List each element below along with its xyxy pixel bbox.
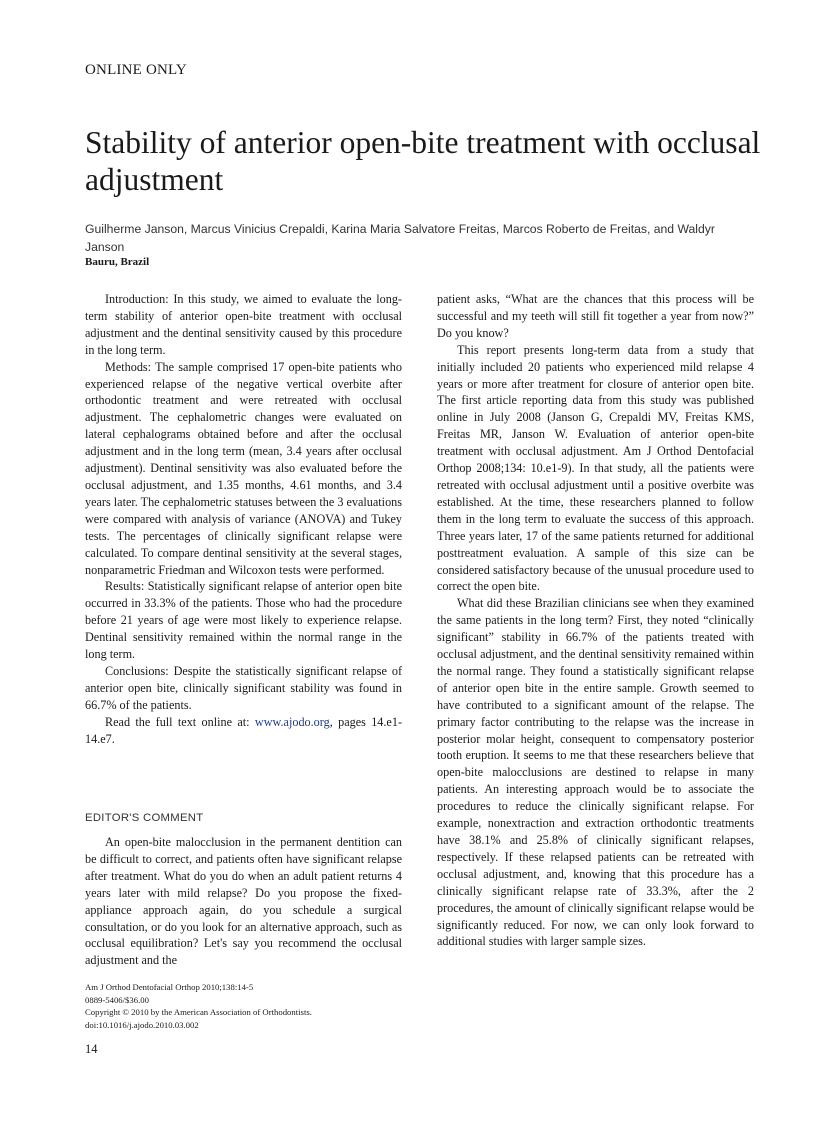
read-prefix: Read the full text online at: bbox=[105, 714, 255, 729]
read-suffix: , pages 14.e1-14.e7. bbox=[85, 714, 402, 746]
abstract-conclusions: Conclusions: Despite the statistically significant relapse of anterior open bite, clinically significant stability was found in 66.7% of the patients. bbox=[85, 663, 402, 712]
section-label: ONLINE ONLY bbox=[85, 62, 187, 78]
abstract-results: Results: Statistically significant relapse of anterior open bite occurred in 33.3% of the patients. Those who had the procedure before 21 years of age were most likely to experience relapse. Dentinal sensitivity remained within the normal range in the long term. bbox=[85, 579, 402, 662]
editors-comment-heading: EDITOR'S COMMENT bbox=[85, 812, 204, 824]
author-list: Guilherme Janson, Marcus Vinicius Crepaldi, Karina Maria Salvatore Freitas, Marcos Roberto de Freitas, and Waldyr Janson bbox=[85, 222, 715, 254]
affiliation: Bauru, Brazil bbox=[85, 256, 150, 268]
citation: Am J Orthod Dentofacial Orthop 2010;138:14-5 bbox=[85, 982, 254, 992]
abstract-methods: Methods: The sample comprised 17 open-bite patients who experienced relapse of the negative vertical overbite after orthodontic treatment and were retreated with occlusal adjustment. The cephalometric changes were evaluated on lateral cephalograms obtained before and after the occlusal adjustment and in the long term (mean, 3.4 years after occlusal adjustment). Dentinal sensitivity was also evaluated before the occlusal adjustment, and 1.35 months, 4.61 months, and 3.4 years later. The cephalometric statuses between the 3 evaluations were compared with analysis of variance (ANOVA) and Tukey tests. The percentages of clinically significant relapse were calculated. To compare dentinal sensitivity at the several stages, nonparametric Friedman and Wilcoxon tests were performed. bbox=[85, 359, 402, 577]
editors-comment-paragraph: What did these Brazilian clinicians see when they examined the same patients in the long term? First, they noted “clinically significant” stability in 66.7% of the patients treated with occlusal adjustment, and the dentinal sensitivity remained within the normal range. They found a statistically significant relapse of anterior open bite in the entire sample. Growth seemed to have contributed to a significant amount of the relapse. The primary factor contributing to the relapse was the increase in posterior molar height, consequent to compensatory posterior tooth eruption. It seems to me that these researchers believe that open-bite malocclusions are destined to relapse in many patients. An interesting approach would be to associate the procedures to reduce the clinically significant relapse. For example, nonextraction and extraction orthodontic treatments have 38.1% and 25.8% of clinically significant relapses, respectively. If these relapsed patients can be retreated with occlusal adjustment, and, knowing that this procedure has a clinically significant relapse rate of 33.3%, after the 2 procedures, the amount of clinically significant relapse would be significantly reduced. For now, we can only look forward to additional studies with larger sample sizes. bbox=[437, 596, 754, 949]
editors-comment-paragraph: patient asks, “What are the chances that this process will be successful and my teeth will still fit together a year from now?” Do you know? bbox=[437, 292, 754, 340]
journal-code: 0889-5406/$36.00 bbox=[85, 994, 149, 1005]
publication-footer bbox=[85, 981, 385, 1032]
editors-comment-left-column bbox=[85, 834, 402, 969]
journal-link[interactable]: www.ajodo.org bbox=[254, 714, 330, 729]
editors-comment-paragraph: An open-bite malocclusion in the permanent dentition can be difficult to correct, and patients often have significant relapse after treatment. What do you do when an adult patient returns 4 years later with mild relapse? Do you propose the fixed-appliance approach again, do you schedule a surgical consultation, or do you look for an alternative approach, such as occlusal equilibration? Let's say you recommend the occlusal adjustment and the bbox=[85, 835, 402, 968]
abstract-column bbox=[85, 291, 402, 747]
article-title: Stability of anterior open-bite treatment with occlusal adjustment bbox=[85, 125, 761, 197]
abstract-introduction: Introduction: In this study, we aimed to evaluate the long-term stability of anterior open-bite treatment with occlusal adjustment and the dentinal sensitivity caused by this procedure in the long term. bbox=[85, 292, 402, 357]
doi: doi:10.1016/j.ajodo.2010.03.002 bbox=[85, 1020, 199, 1031]
editors-comment-right-column bbox=[437, 291, 754, 950]
read-full-text bbox=[85, 714, 402, 748]
page-number: 14 bbox=[85, 1042, 98, 1056]
copyright: Copyright © 2010 by the American Association of Orthodontists. bbox=[85, 1007, 312, 1018]
editors-comment-paragraph: This report presents long-term data from a study that initially included 20 patients who experienced mild relapse 4 years or more after treatment for closure of anterior open bite. The first article reporting data from this study was published online in July 2008 (Janson G, Crepaldi MV, Freitas KMS, Freitas MR, Janson W. Evaluation of anterior open-bite treatment with occlusal adjustment. Am J Orthod Dentofacial Orthop 2008;134: 10.e1-9). In that study, all the patients were retreated with occlusal adjustment until a positive overbite was established. At the time, these researchers planned to follow them in the long term to evaluate the success of this approach. Three years later, 17 of the same patients returned for additional posttreatment evaluation. A sample of this size can be considered satisfactory because of the unusual procedure used to correct the open bite. bbox=[437, 342, 754, 594]
